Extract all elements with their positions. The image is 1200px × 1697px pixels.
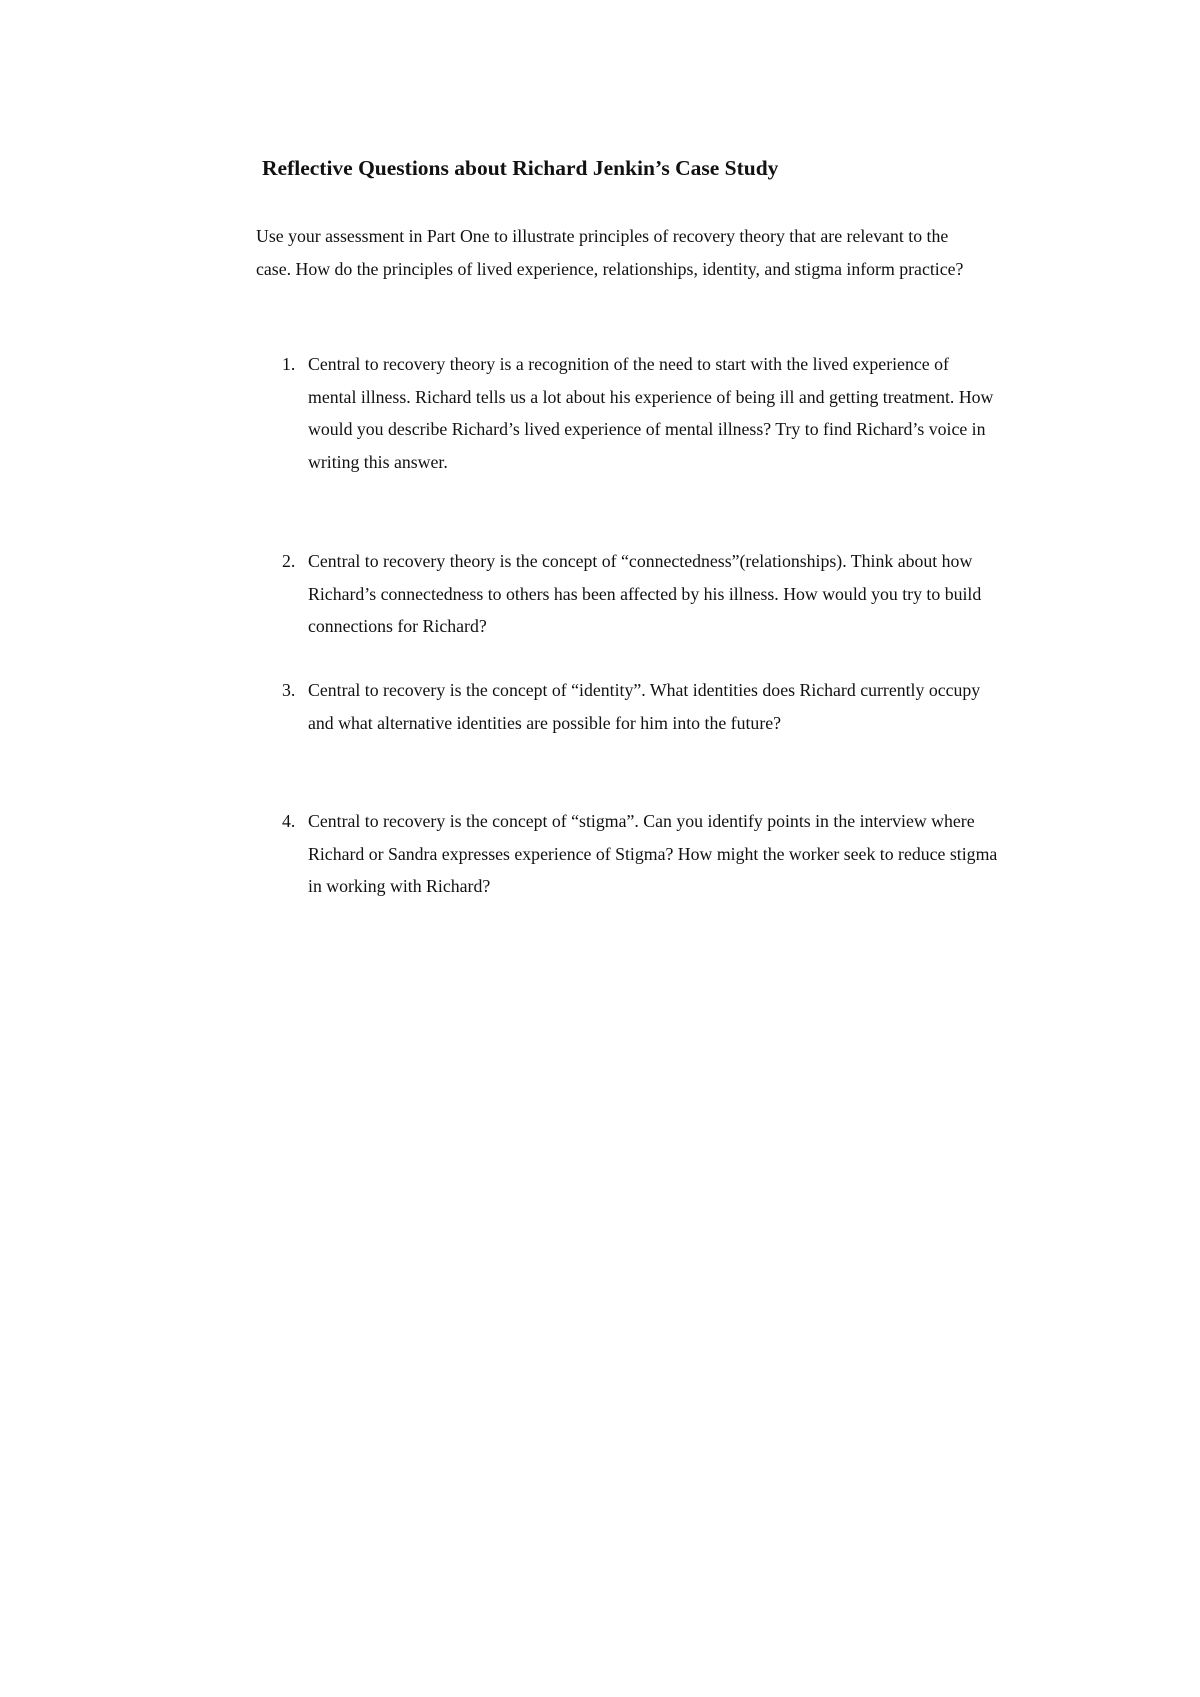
question-text: Central to recovery theory is the concept of “connectedness”(relationships). Think about how Richard’s connectedness to others has been affected by his illness. How would you try to build connections for Richard? — [308, 551, 982, 636]
question-number: 4. — [282, 811, 296, 831]
question-number: 1. — [282, 354, 296, 374]
question-number: 2. — [282, 551, 296, 571]
question-text: Central to recovery is the concept of “stigma”. Can you identify points in the interview where Richard or Sandra expresses experience of Stigma? How might the worker seek to reduce stigma in working with Richard? — [308, 811, 998, 896]
question-text: Central to recovery theory is a recognition of the need to start with the lived experience of mental illness. Richard tells us a lot about his experience of being ill and getting treatment. How would you describe Richard’s lived experience of mental illness? Try to find Richard’s voice in writing this answer. — [308, 354, 994, 472]
question-number: 3. — [282, 680, 296, 700]
intro-paragraph: Use your assessment in Part One to illustrate principles of recovery theory that are relevant to the case. How do the principles of lived experience, relationships, identity, and stigma inform practice? — [256, 226, 964, 279]
document-title: Reflective Questions about Richard Jenkin’s Case Study — [262, 156, 779, 180]
question-text: Central to recovery is the concept of “identity”. What identities does Richard currently occupy and what alternative identities are possible for him into the future? — [308, 680, 981, 733]
